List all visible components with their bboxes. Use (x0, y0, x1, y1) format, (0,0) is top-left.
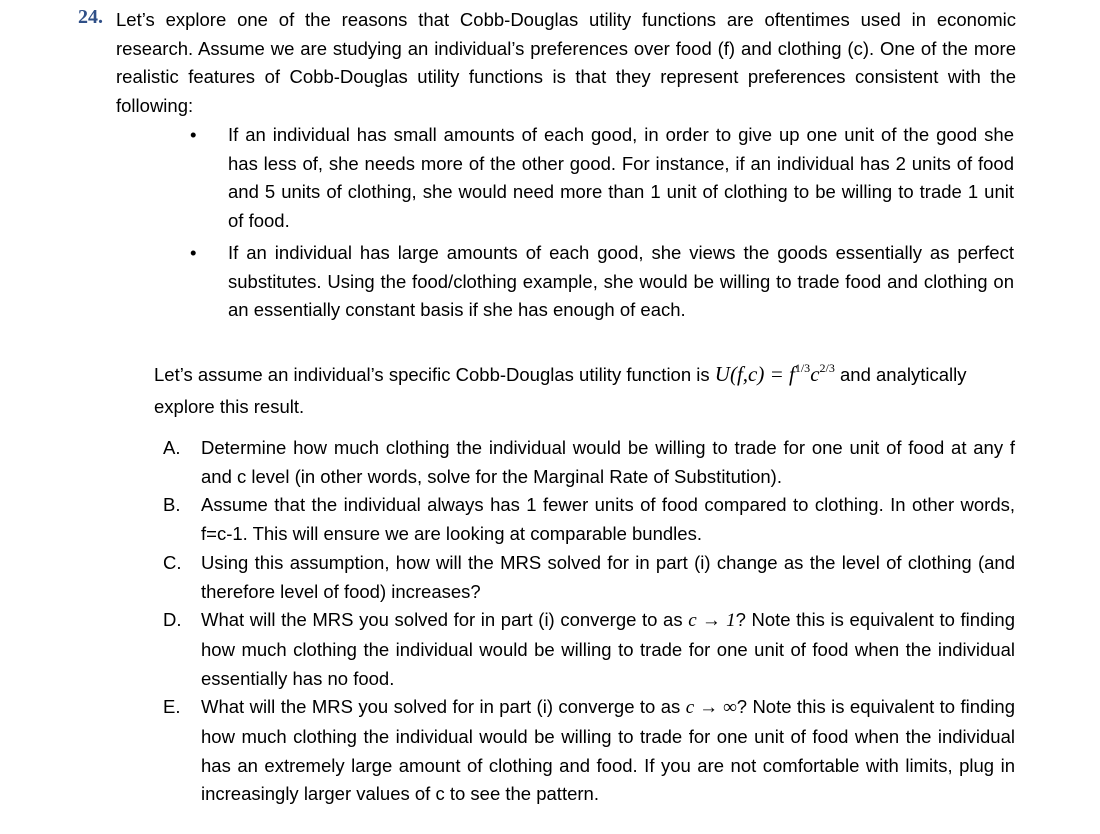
part-text: Assume that the individual always has 1 fewer units of food compared to clothing. In other words, f=c-1. This will ensure we are looking at comparable bundles. (201, 494, 1015, 545)
part-e (163, 693, 1015, 809)
bullet-text: If an individual has small amounts of each good, in order to give up one unit of the good she has less of, she needs more of the other good. For instance, if an individual has 2 units of food and 5 units of clothing, she would need more than 1 unit of clothing to be willing to trade 1 unit of food. (228, 124, 1014, 232)
part-label: D. (163, 609, 182, 631)
assumption-text: Let’s assume an individual’s specific Cobb-Douglas utility function is (154, 364, 710, 385)
bullet-dot-icon: • (190, 241, 197, 263)
part-text: Determine how much clothing the individual would be willing to trade for one unit of food at any f and c level (in other words, solve for the Marginal Rate of Substitution). (201, 437, 1015, 487)
part-text-end: ? Note this is equivalent to finding how much clothing the individual would be willing to trade for one unit of food when the individual essentially has no food. (201, 609, 1015, 689)
limit-expression: c → ∞ (685, 697, 737, 719)
bullet-text: If an individual has large amounts of each good, she views the goods essentially as perfect substitutes. Using the food/clothing example, she would be willing to trade food and clothing on an essentially constant basis if she has enough of each. (228, 241, 1014, 321)
part-text-end: ? Note this is equivalent to finding how much clothing the individual would be willing to trade for one unit of food when the individual has an extremely large amount of clothing and food. If you are not comfortable with limits, plug in increasingly larger values of c to see the pattern. (201, 696, 1016, 805)
formula-exponent-food: 1/3 (794, 361, 811, 375)
bullet-list (190, 121, 1014, 328)
question-intro (116, 6, 1016, 121)
assumption-paragraph (154, 352, 1014, 423)
intro-paragraph: Let’s explore one of the reasons that Cobb-Douglas utility functions are oftentimes used in economic research. Assume we are studying an individual’s preferences over food (f) and clothing (c). One of the more realistic features of Cobb-Douglas utility functions is that they represent preferences consistent with the following: (116, 9, 1016, 117)
bullet-dot-icon: • (190, 124, 197, 145)
part-label: B. (163, 494, 181, 516)
part-text: Using this assumption, how will the MRS solved for in part (i) change as the level of clothing (and therefore level of food) increases? (201, 551, 1015, 602)
assumption-text-end: and analytically explore this result. (154, 364, 967, 417)
utility-formula (715, 362, 835, 386)
part-c (163, 549, 1015, 606)
part-label: E. (163, 696, 181, 718)
part-text: What will the MRS you solved for in part (i) converge to as (201, 696, 681, 718)
formula-mid: c (810, 362, 820, 386)
part-b (163, 491, 1015, 548)
part-d (163, 606, 1015, 693)
parts-list (163, 434, 1015, 809)
bullet-item (190, 121, 1014, 236)
formula-exponent-clothing: 2/3 (819, 361, 835, 375)
limit-expression: c → 1 (688, 610, 736, 632)
question-number: 24. (78, 6, 103, 28)
part-text: What will the MRS you solved for in part (i) converge to as (201, 609, 683, 631)
part-a (163, 434, 1015, 491)
part-label: C. (163, 551, 182, 573)
part-label: A. (163, 437, 181, 458)
bullet-item (190, 239, 1014, 325)
formula-lhs: U(f,c) = f (714, 362, 795, 386)
